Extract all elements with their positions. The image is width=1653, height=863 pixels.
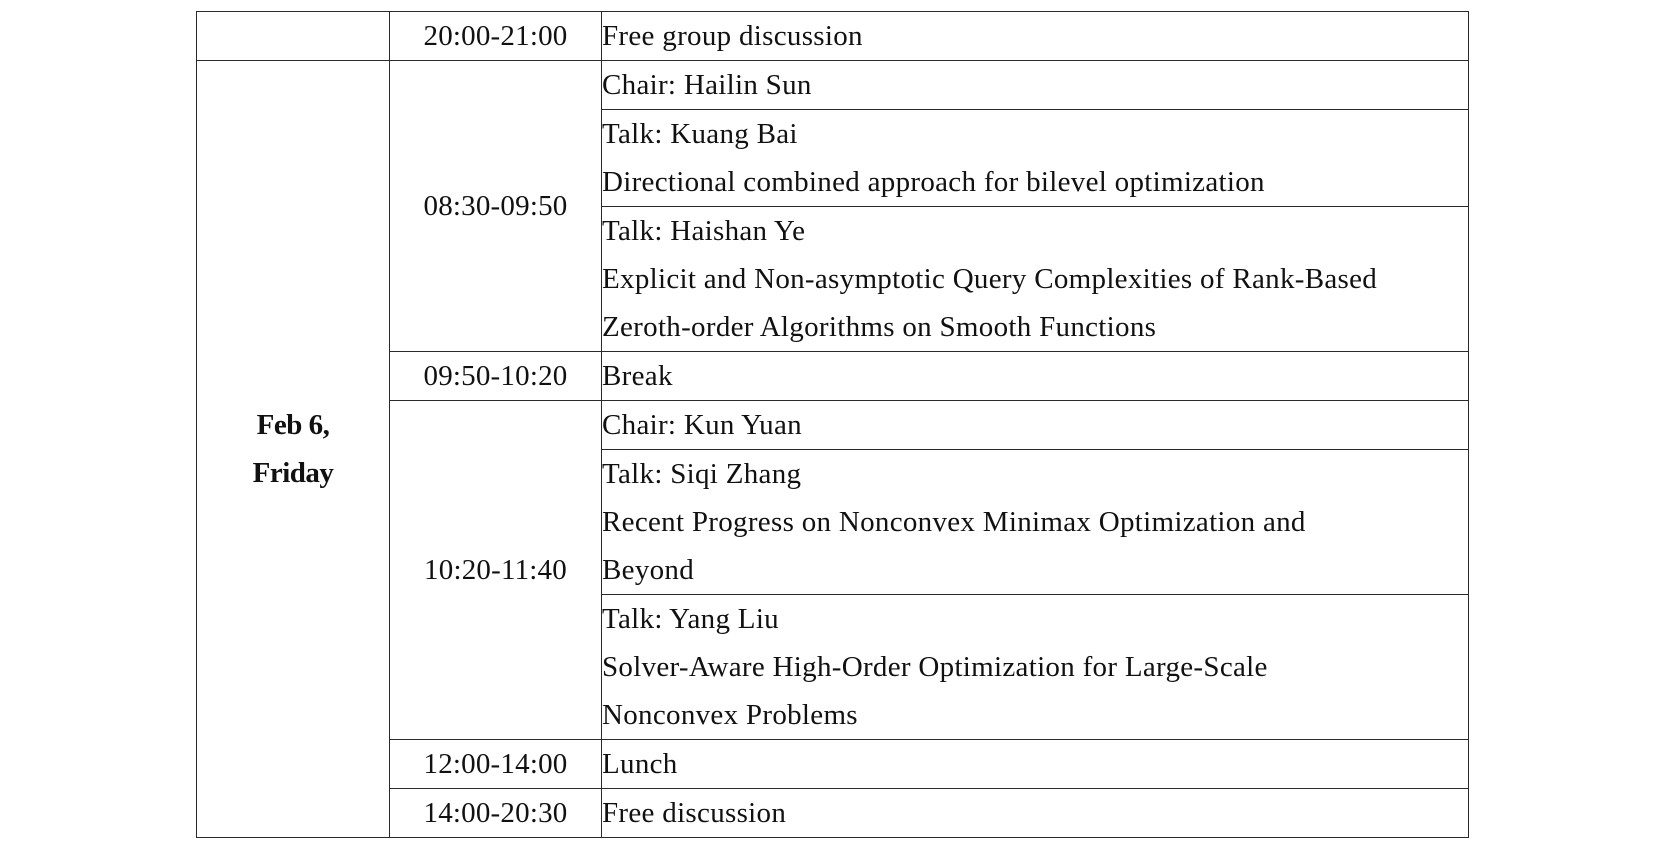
day-date: Feb 6, xyxy=(256,409,330,441)
time-cell: 09:50-10:20 xyxy=(390,352,602,401)
event-label: Lunch xyxy=(602,748,678,780)
event-cell xyxy=(602,352,1469,401)
event-label: Free group discussion xyxy=(602,20,863,52)
day-weekday: Friday xyxy=(252,457,334,489)
table-row xyxy=(197,12,1469,61)
schedule-table xyxy=(196,11,1469,838)
table-row xyxy=(197,61,1469,110)
time-cell: 10:20-11:40 xyxy=(390,401,602,740)
talk-title: Beyond xyxy=(602,554,695,586)
chair-cell xyxy=(602,401,1469,450)
event-cell xyxy=(602,789,1469,838)
time-cell: 14:00-20:30 xyxy=(390,789,602,838)
time-cell: 12:00-14:00 xyxy=(390,740,602,789)
talk-speaker: Talk: Yang Liu xyxy=(602,603,779,635)
talk-title: Recent Progress on Nonconvex Minimax Optimization and xyxy=(602,506,1306,538)
talk-speaker: Talk: Haishan Ye xyxy=(602,215,806,247)
event-cell xyxy=(602,740,1469,789)
talk-cell xyxy=(602,595,1469,740)
talk-cell xyxy=(602,110,1469,207)
talk-title: Nonconvex Problems xyxy=(602,699,858,731)
talk-speaker: Talk: Siqi Zhang xyxy=(602,458,802,490)
talk-title: Zeroth-order Algorithms on Smooth Functions xyxy=(602,311,1157,343)
event-label: Free discussion xyxy=(602,797,787,829)
talk-title: Directional combined approach for bilevel optimization xyxy=(602,166,1265,198)
day-cell xyxy=(197,61,390,838)
chair-label: Chair: Hailin Sun xyxy=(602,69,812,101)
time-cell: 20:00-21:00 xyxy=(390,12,602,61)
day-cell-empty xyxy=(197,12,390,61)
chair-label: Chair: Kun Yuan xyxy=(602,409,802,441)
talk-title: Solver-Aware High-Order Optimization for Large-Scale xyxy=(602,651,1268,683)
talk-speaker: Talk: Kuang Bai xyxy=(602,118,798,150)
event-label: Break xyxy=(602,360,673,392)
talk-cell xyxy=(602,450,1469,595)
talk-cell xyxy=(602,207,1469,352)
event-cell xyxy=(602,12,1469,61)
chair-cell xyxy=(602,61,1469,110)
time-cell: 08:30-09:50 xyxy=(390,61,602,352)
talk-title: Explicit and Non-asymptotic Query Complexities of Rank-Based xyxy=(602,263,1378,295)
